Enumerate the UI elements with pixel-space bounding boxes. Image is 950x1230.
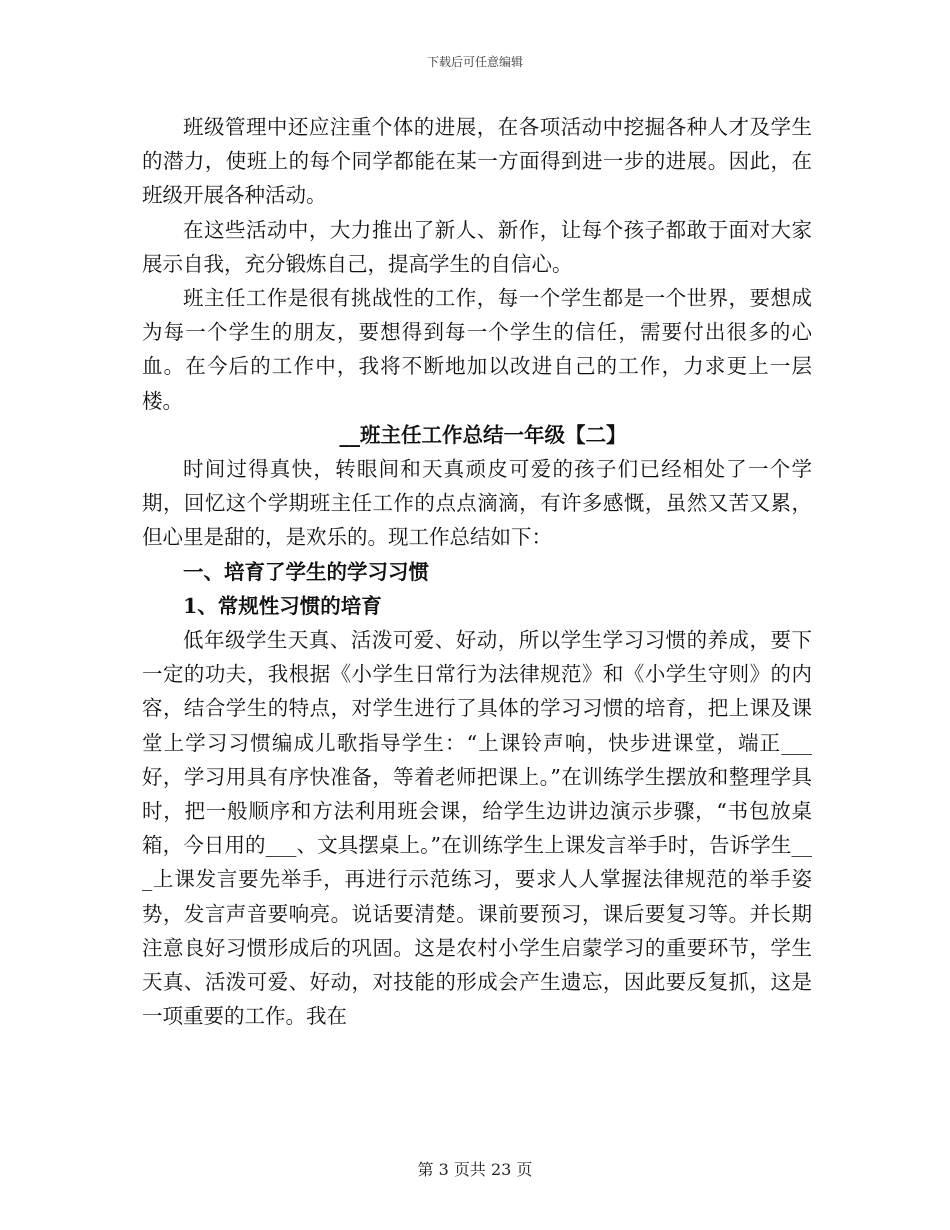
heading-level-1: 一、培育了学生的学习习惯	[183, 559, 429, 584]
intro-paragraph: 时间过得真快，转眼间和天真顽皮可爱的孩子们已经相处了一个学期，回忆这个学期班主任工作的点点滴滴，有许多感慨，虽然又苦又累，但心里是甜的，是欢乐的。现工作总结如下：	[142, 457, 812, 550]
paragraph: 班主任工作是很有挑战性的工作，每一个学生都是一个世界，要想成为每一个学生的朋友，要想得到每一个学生的信任，需要付出很多的心血。在今后的工作中，我将不断地加以改进自己的工作，力求更上一层楼。	[142, 286, 812, 413]
section-title: __班主任工作总结一年级【二】	[339, 422, 627, 447]
page-footer: 第 3 页共 23 页	[417, 1160, 533, 1179]
paragraph: 在这些活动中，大力推出了新人、新作，让每个孩子都敢于面对大家展示自我，充分锻炼自己，提高学生的自信心。	[142, 217, 812, 276]
document-body	[142, 110, 812, 1033]
heading-level-2: 1、常规性习惯的培育	[183, 593, 382, 618]
page-header: 下载后可任意编辑	[426, 55, 523, 69]
paragraph: 班级管理中还应注重个体的进展，在各项活动中挖掘各种人才及学生的潜力，使班上的每个同学都能在某一方面得到进一步的进展。因此，在班级开展各种活动。	[142, 115, 812, 208]
main-paragraph: 低年级学生天真、活泼可爱、好动，所以学生学习习惯的养成，要下一定的功夫，我根据《小学生日常行为法律规范》和《小学生守则》的内容，结合学生的特点，对学生进行了具体的学习习惯的培育，把上课及课堂上学习习惯编成儿歌指导学生：“上课铃声响，快步进课堂，端正___好，学习用具有序快准备，等着老师把课上。”在训练学生摆放和整理学具时，把一般顺序和方法利用班会课，给学生边讲边演示步骤，“书包放桌箱，今日用的___、文具摆桌上。”在训练学生上课发言举手时，告诉学生___上课发言要先举手，再进行示范练习，要求人人掌握法律规范的举手姿势，发言声音要响亮。说话要清楚。课前要预习，课后要复习等。并长期注意良好习惯形成后的巩固。这是农村小学生启蒙学习的重要环节，学生天真、活泼可爱、好动，对技能的形成会产生遗忘，因此要反复抓，这是一项重要的工作。我在	[142, 628, 812, 1029]
